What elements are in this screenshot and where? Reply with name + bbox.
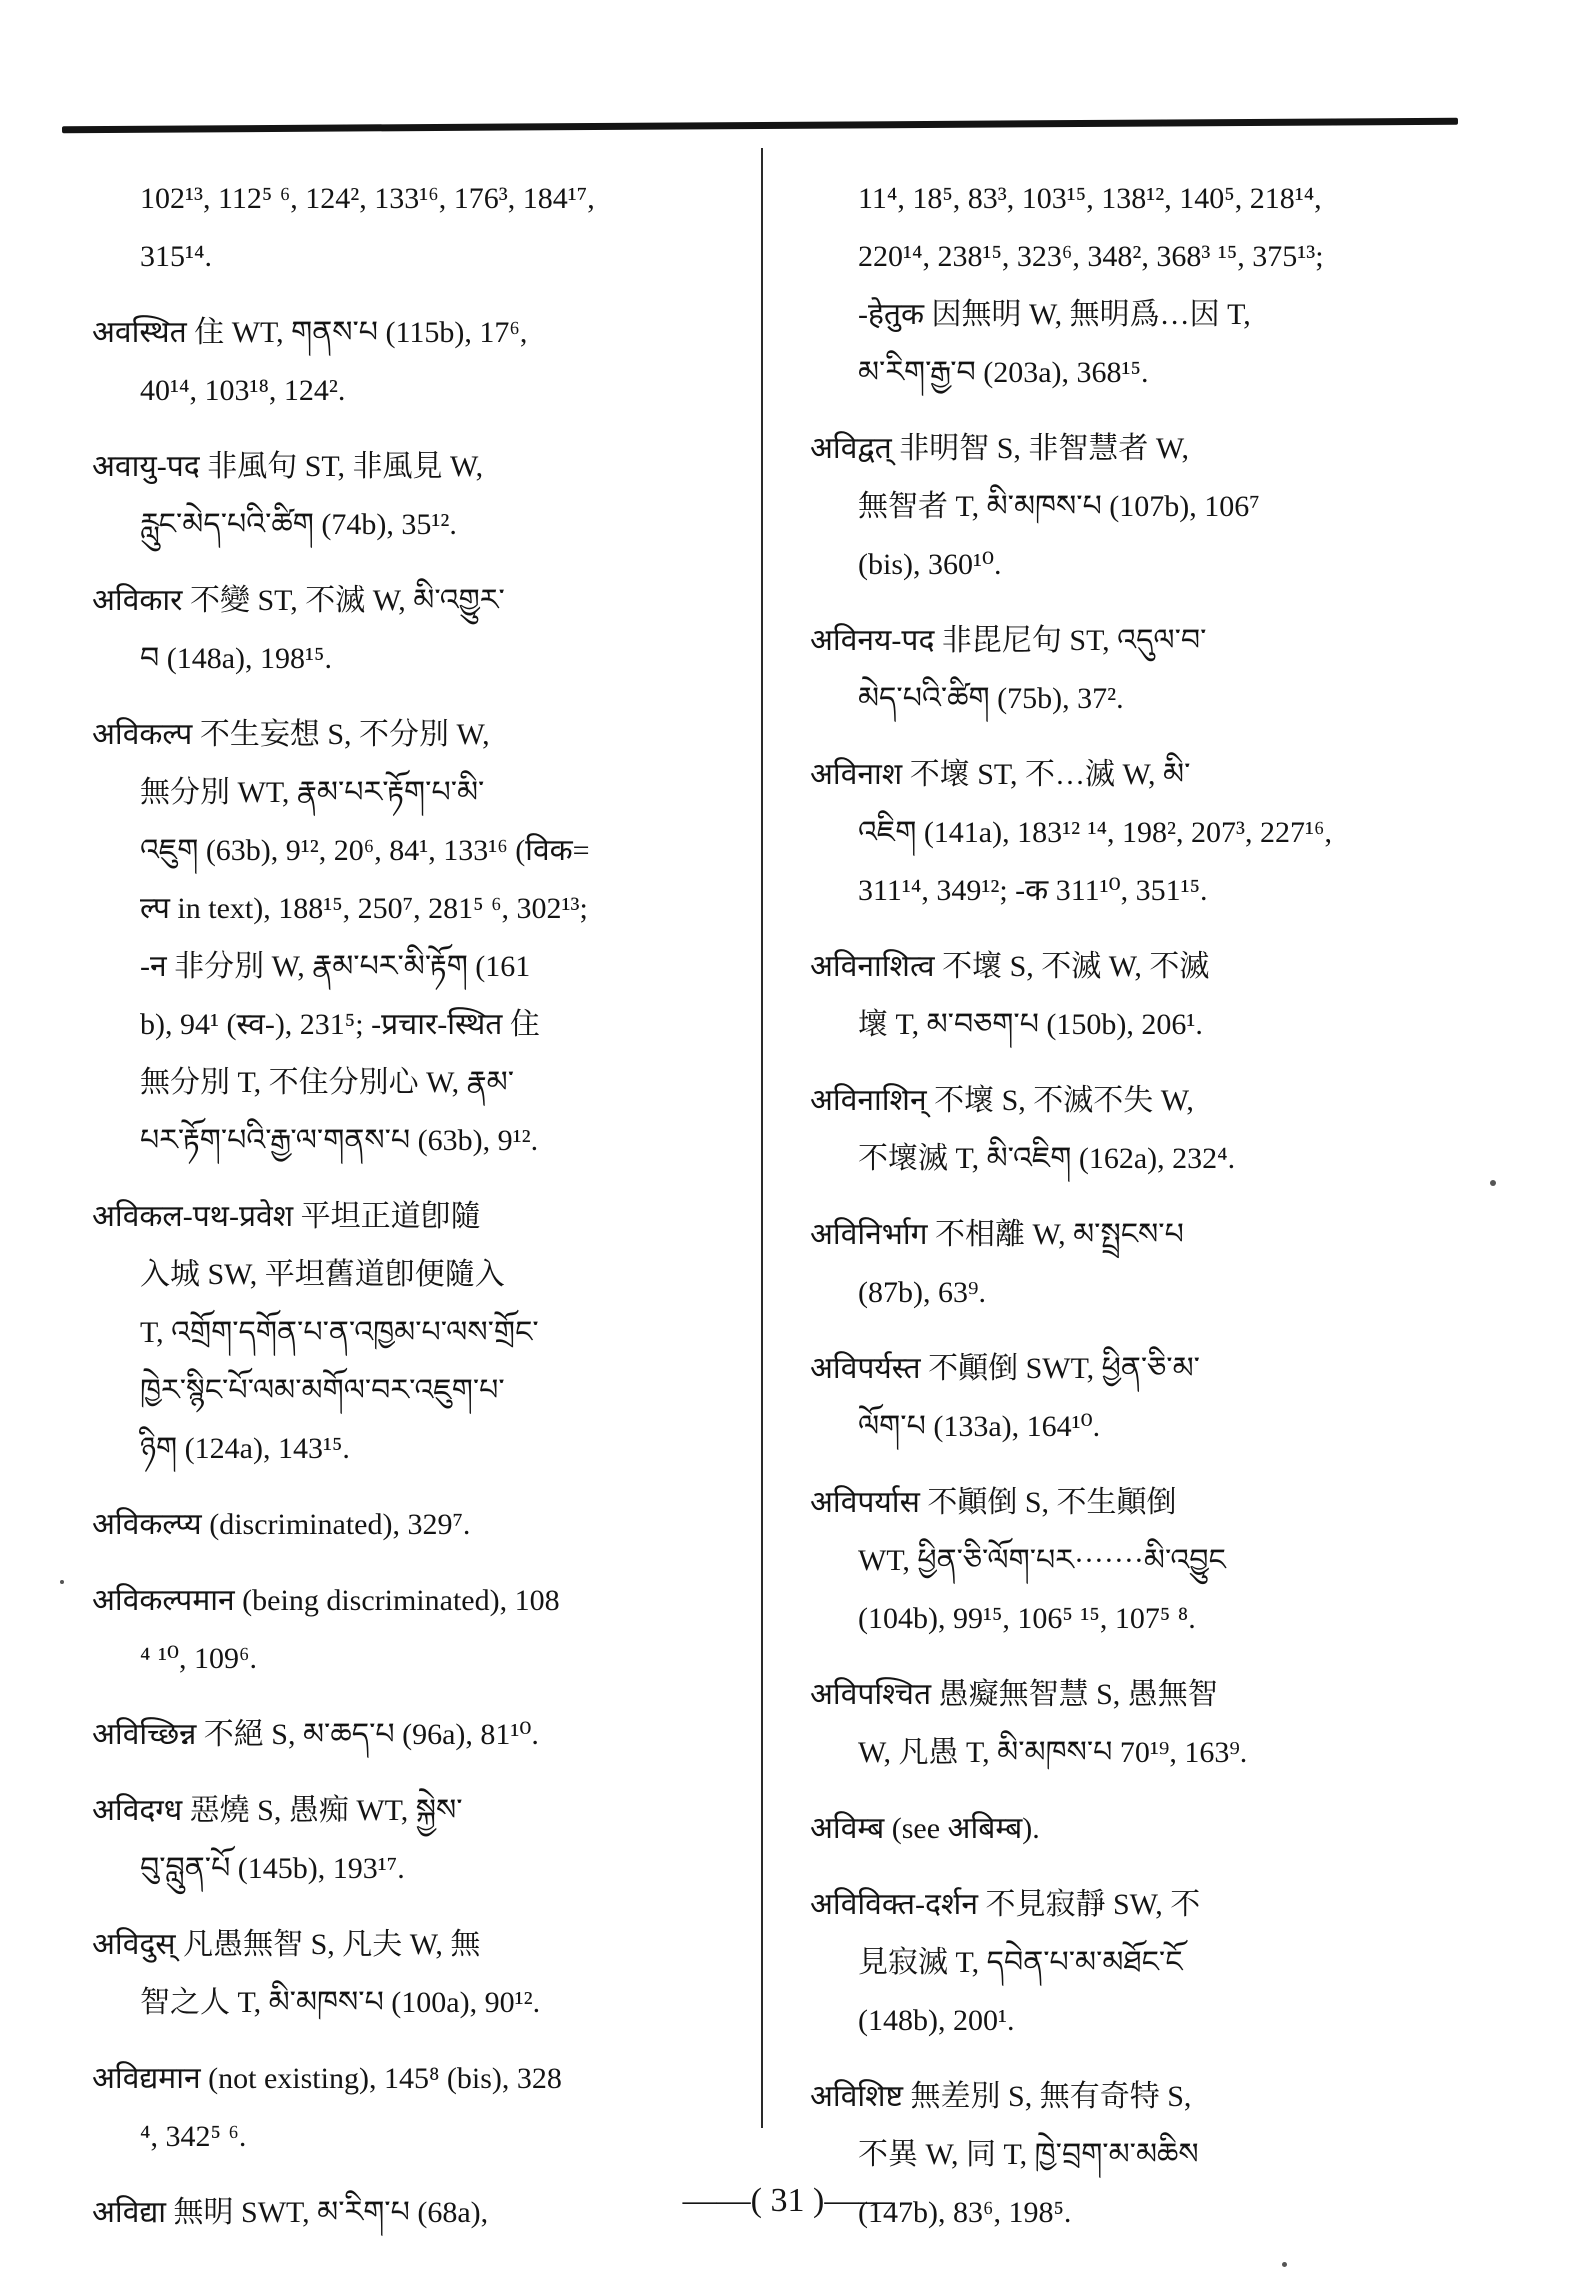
entry-headword-line: 11⁴, 18⁵, 83³, 103¹⁵, 138¹², 140⁵, 218¹⁴, xyxy=(858,182,1322,215)
dictionary-entry xyxy=(810,1340,1462,1456)
entry-headword-line: अविनाश 不壞 ST, 不…滅 W, མི་ xyxy=(810,758,1191,791)
entry-continuation-line: 見寂滅 T, དབེན་པ་མ་མཐོང་ངོ xyxy=(858,1946,1183,1979)
entry-continuation-line: 無分別 T, 不住分別心 W, རྣམ་ xyxy=(140,1066,515,1099)
dictionary-entry xyxy=(92,170,744,286)
entry-continuation-line: W, 凡愚 T, མི་མཁས་པ 70¹⁹, 163⁹. xyxy=(858,1736,1248,1769)
dictionary-entry xyxy=(810,1800,1462,1858)
dictionary-entry xyxy=(810,1072,1462,1188)
entry-continuation-line: 無智者 T, མི་མཁས་པ (107b), 106⁷ xyxy=(858,490,1260,523)
entry-headword-line: अविपश्चित 愚癡無智慧 S, 愚無智 xyxy=(810,1678,1218,1711)
dictionary-entry xyxy=(92,572,744,688)
entry-headword-line: अविनिर्भाग 不相離 W, མ་སྤྲངས་པ xyxy=(810,1218,1184,1251)
scan-speck xyxy=(1490,1180,1496,1186)
entry-continuation-line: འཇུག (63b), 9¹², 20⁶, 84¹, 133¹⁶ (विक= xyxy=(140,834,590,867)
entry-headword-line: अविच्छिन्न 不絕 S, མ་ཆད་པ (96a), 81¹⁰. xyxy=(92,1718,539,1751)
entry-continuation-line: ཁྱེར་སྙིང་པོ་ལམ་མགོལ་བར་འཇུག་པ་ xyxy=(140,1374,505,1407)
entry-headword-line: अविनाशिन् 不壞 S, 不滅不失 W, xyxy=(810,1084,1194,1117)
entry-continuation-line: (147b), 83⁶, 198⁵. xyxy=(858,2196,1072,2229)
dictionary-entry xyxy=(92,1706,744,1764)
dictionary-entry xyxy=(92,1496,744,1554)
dictionary-entry xyxy=(810,1206,1462,1322)
entry-headword-line: अविशिष्ट 無差別 S, 無有奇特 S, xyxy=(810,2080,1192,2113)
dictionary-entry xyxy=(92,304,744,420)
entry-headword-line: अविकल-पथ-प्रवेश 平坦正道卽隨 xyxy=(92,1200,481,1233)
entry-headword-line: अविनाशित्व 不壞 S, 不滅 W, 不滅 xyxy=(810,950,1210,983)
entry-continuation-line: 40¹⁴, 103¹⁸, 124². xyxy=(140,374,346,407)
entry-continuation-line: -न 非分別 W, རྣམ་པར་མི་རྟོག (161 xyxy=(140,950,531,983)
entry-continuation-line: ⁴, 342⁵ ⁶. xyxy=(140,2120,247,2153)
dictionary-entry xyxy=(810,938,1462,1054)
entry-continuation-line: རླུང་མེད་པའི་ཚིག (74b), 35¹². xyxy=(140,508,457,541)
entry-continuation-line: 311¹⁴, 349¹²; -क 311¹⁰, 351¹⁵. xyxy=(858,874,1208,907)
entry-continuation-line: (148b), 200¹. xyxy=(858,2004,1015,2037)
entry-headword-line: अविद्या 無明 SWT, མ་རིག་པ (68a), xyxy=(92,2196,489,2229)
dictionary-entry xyxy=(810,1666,1462,1782)
entry-headword-line: अविद्वत् 非明智 S, 非智慧者 W, xyxy=(810,432,1189,465)
entry-continuation-line: 無分別 WT, རྣམ་པར་རྟོག་པ་མི་ xyxy=(140,776,485,809)
entry-continuation-line: 智之人 T, མི་མཁས་པ (100a), 90¹². xyxy=(140,1986,541,2019)
dictionary-entry xyxy=(92,438,744,554)
dictionary-entry xyxy=(810,612,1462,728)
entry-headword-line: अविम्ब (see अबिम्ब). xyxy=(810,1812,1040,1845)
dictionary-entry xyxy=(92,1572,744,1688)
entry-continuation-line: པར་རྟོག་པའི་རྒྱ་ལ་གནས་པ (63b), 9¹². xyxy=(140,1124,539,1157)
dictionary-entry xyxy=(92,1916,744,2032)
entry-headword-line: अविकल्प्य (discriminated), 329⁷. xyxy=(92,1508,471,1541)
dictionary-entry xyxy=(810,1474,1462,1648)
entry-continuation-line: 入城 SW, 平坦舊道卽便隨入 xyxy=(140,1258,505,1291)
entry-continuation-line: ल्प in text), 188¹⁵, 250⁷, 281⁵ ⁶, 302¹³; xyxy=(140,892,588,925)
entry-headword-line: अवायु-पद 非風句 ST, 非風見 W, xyxy=(92,450,484,483)
entry-headword-line: अवस्थित 住 WT, གནས་པ (115b), 17⁶, xyxy=(92,316,528,349)
column-divider xyxy=(761,148,763,2128)
entry-headword-line: अविनय-पद 非毘尼句 ST, འདུལ་བ་ xyxy=(810,624,1207,657)
entry-headword-line: 102¹³, 112⁵ ⁶, 124², 133¹⁶, 176³, 184¹⁷, xyxy=(140,182,595,215)
entry-headword-line: अविदुस् 凡愚無智 S, 凡夫 W, 無 xyxy=(92,1928,481,1961)
entry-continuation-line: (bis), 360¹⁰. xyxy=(858,548,1002,581)
entry-headword-line: अविविक्त-दर्शन 不見寂靜 SW, 不 xyxy=(810,1888,1201,1921)
entry-continuation-line: (87b), 63⁹. xyxy=(858,1276,986,1309)
entry-continuation-line: 315¹⁴. xyxy=(140,240,212,273)
entry-headword-line: अविपर्यस्त 不顚倒 SWT, ཕྱིན་ཅི་མ་ xyxy=(810,1352,1200,1385)
entry-continuation-line: མ་རིག་རྒྱ་བ (203a), 368¹⁵. xyxy=(858,356,1149,389)
entry-headword-line: अविकल्पमान (being discriminated), 108 xyxy=(92,1584,560,1617)
dictionary-entry xyxy=(92,1188,744,1478)
entry-continuation-line: འཇིག (141a), 183¹² ¹⁴, 198², 207³, 227¹⁶, xyxy=(858,816,1332,849)
entry-continuation-line: ⁴ ¹⁰, 109⁶. xyxy=(140,1642,257,1675)
entry-continuation-line: (104b), 99¹⁵, 106⁵ ¹⁵, 107⁵ ⁸. xyxy=(858,1602,1196,1635)
header-rule xyxy=(62,118,1458,134)
entry-continuation-line: ལོག་པ (133a), 164¹⁰. xyxy=(858,1410,1101,1443)
left-column xyxy=(92,170,744,2260)
dictionary-entry xyxy=(810,420,1462,594)
scan-speck xyxy=(1282,2262,1287,2267)
entry-headword-line: अविद्यमान (not existing), 145⁸ (bis), 328 xyxy=(92,2062,562,2095)
dictionary-entry xyxy=(92,706,744,1170)
right-column xyxy=(810,170,1462,2260)
entry-headword-line: अविकल्प 不生妄想 S, 不分別 W, xyxy=(92,718,490,751)
entry-continuation-line: 不異 W, 同 T, ཁྱེ་བྲག་མ་མཆིས xyxy=(858,2138,1199,2171)
entry-continuation-line: མེད་པའི་ཚིག (75b), 37². xyxy=(858,682,1124,715)
dictionary-entry xyxy=(810,746,1462,920)
entry-continuation-line: 不壞滅 T, མི་འཇིག (162a), 232⁴. xyxy=(858,1142,1236,1175)
entry-continuation-line: T, འགྲོག་དགོན་པ་ན་འཁྱམ་པ་ལས་གྲོང་ xyxy=(140,1316,539,1349)
entry-continuation-line: b), 94¹ (स्व-), 231⁵; -प्रचार-स्थित 住 xyxy=(140,1008,540,1041)
dictionary-entry xyxy=(810,170,1462,402)
dictionary-entry xyxy=(92,1782,744,1898)
page-number: ——( 31 )—— xyxy=(682,2182,893,2219)
entry-headword-line: अविपर्यास 不顚倒 S, 不生顚倒 xyxy=(810,1486,1177,1519)
entry-continuation-line: ཉིག (124a), 143¹⁵. xyxy=(140,1432,350,1465)
entry-continuation-line: 壞 T, མ་བཅག་པ (150b), 206¹. xyxy=(858,1008,1203,1041)
dictionary-entry xyxy=(810,1876,1462,2050)
entry-continuation-line: WT, ཕྱིན་ཅི་ལོག་པར·······མི་འབྱུང xyxy=(858,1544,1226,1577)
entry-headword-line: अविदग्ध 惡燒 S, 愚痴 WT, སྐྱེས་ xyxy=(92,1794,463,1827)
dictionary-entry xyxy=(92,2050,744,2166)
entry-continuation-line: བུ་བླུན་པོ (145b), 193¹⁷. xyxy=(140,1852,405,1885)
entry-continuation-line: -हेतुक 因無明 W, 無明爲…因 T, xyxy=(858,298,1251,331)
entry-continuation-line: བ (148a), 198¹⁵. xyxy=(140,642,332,675)
entry-continuation-line: 220¹⁴, 238¹⁵, 323⁶, 348², 368³ ¹⁵, 375¹³; xyxy=(858,240,1324,273)
scan-speck xyxy=(60,1580,64,1584)
entry-headword-line: अविकार 不變 ST, 不滅 W, མི་འགྱུར་ xyxy=(92,584,505,617)
